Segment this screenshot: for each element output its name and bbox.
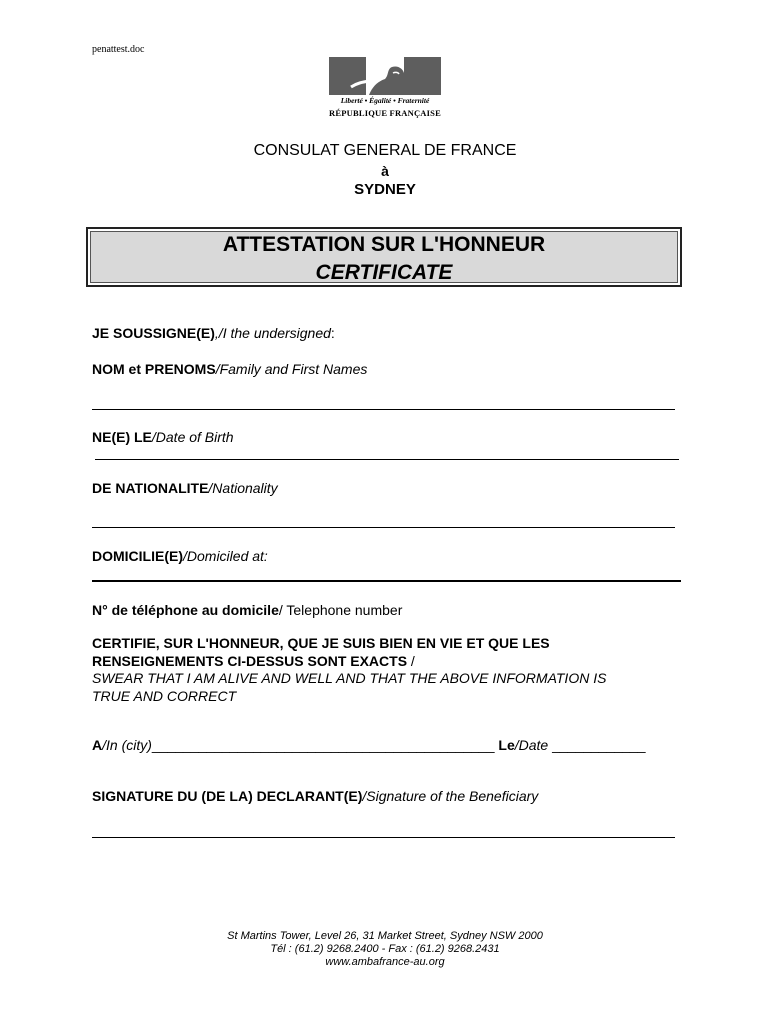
nationality-label-en: /Nationality	[208, 480, 278, 496]
footer-contact	[0, 930, 770, 969]
certify-fr-line2: RENSEIGNEMENTS CI-DESSUS SONT EXACTS	[92, 652, 408, 669]
title-french: ATTESTATION SUR L'HONNEUR	[222, 233, 546, 256]
logo-republic-name: RÉPUBLIQUE FRANÇAISE	[329, 108, 441, 118]
undersigned-label	[92, 325, 335, 341]
name-blank-line[interactable]	[92, 409, 675, 410]
certify-fr-line1: CERTIFIE, SUR L'HONNEUR, QUE JE SUIS BIEN EN VIE ET QUE LES	[92, 635, 550, 651]
nationality-blank-line[interactable]	[92, 527, 675, 528]
consulate-name: CONSULAT GENERAL DE FRANCE	[253, 142, 517, 159]
phone-label	[92, 602, 402, 618]
domicile-label-fr: DOMICILIE(E)	[92, 548, 183, 564]
certification-statement	[92, 635, 606, 705]
footer-website: www.ambafrance-au.org	[325, 956, 445, 968]
name-label-fr: NOM et PRENOMS	[92, 361, 216, 377]
certify-en-line1: SWEAR THAT I AM ALIVE AND WELL AND THAT THE ABOVE INFORMATION IS	[92, 670, 607, 686]
birth-label-en: /Date of Birth	[151, 429, 234, 445]
undersigned-label-fr: JE SOUSSIGNE(E)	[92, 325, 215, 341]
logo-motto: Liberté • Égalité • Fraternité	[340, 96, 430, 105]
certify-separator: /	[407, 652, 415, 669]
undersigned-colon: :	[330, 325, 335, 341]
domicile-blank-line[interactable]	[92, 580, 681, 582]
title-english: CERTIFICATE	[315, 261, 453, 284]
consulate-preposition: à	[381, 163, 389, 179]
signature-label-fr: SIGNATURE DU (DE LA) DECLARANT(E)	[92, 788, 363, 804]
nationality-label-fr: DE NATIONALITE	[92, 480, 209, 496]
domicile-label-en: /Domiciled at:	[183, 548, 268, 564]
marianne-emblem-icon	[329, 57, 441, 95]
signature-label-en: /Signature of the Beneficiary	[362, 788, 539, 804]
name-label-en: /Family and First Names	[215, 361, 368, 377]
place-date-line	[92, 737, 646, 753]
name-label	[92, 361, 367, 377]
document-filename: penattest.doc	[92, 44, 145, 55]
footer-phone-fax: Tél : (61.2) 9268.2400 - Fax : (61.2) 9268.2431	[270, 943, 500, 955]
nationality-label	[92, 480, 278, 496]
signature-blank-line[interactable]	[92, 837, 675, 838]
signature-label	[92, 788, 538, 804]
undersigned-label-en: ,/I the undersigned	[214, 325, 331, 341]
phone-label-en: / Telephone number	[278, 602, 403, 618]
birth-label	[92, 429, 234, 445]
birth-blank-line[interactable]	[95, 459, 679, 460]
footer-address: St Martins Tower, Level 26, 31 Market Street, Sydney NSW 2000	[227, 930, 543, 942]
consulate-city: SYDNEY	[354, 181, 416, 198]
birth-label-fr: NE(E) LE	[92, 429, 152, 445]
date-blank[interactable]: ____________	[552, 737, 646, 753]
place-label-en: /In (city)	[102, 737, 152, 753]
place-label-fr: A	[92, 737, 103, 753]
place-blank[interactable]: ____________________________________________	[151, 737, 495, 753]
phone-label-fr: N° de téléphone au domicile	[92, 602, 279, 618]
republique-francaise-logo	[329, 57, 441, 121]
date-label-en: /Date	[514, 737, 549, 753]
certify-en-line2: TRUE AND CORRECT	[92, 687, 237, 704]
domicile-label	[92, 548, 268, 564]
date-label-fr: Le	[498, 737, 515, 753]
title-box	[86, 227, 682, 287]
